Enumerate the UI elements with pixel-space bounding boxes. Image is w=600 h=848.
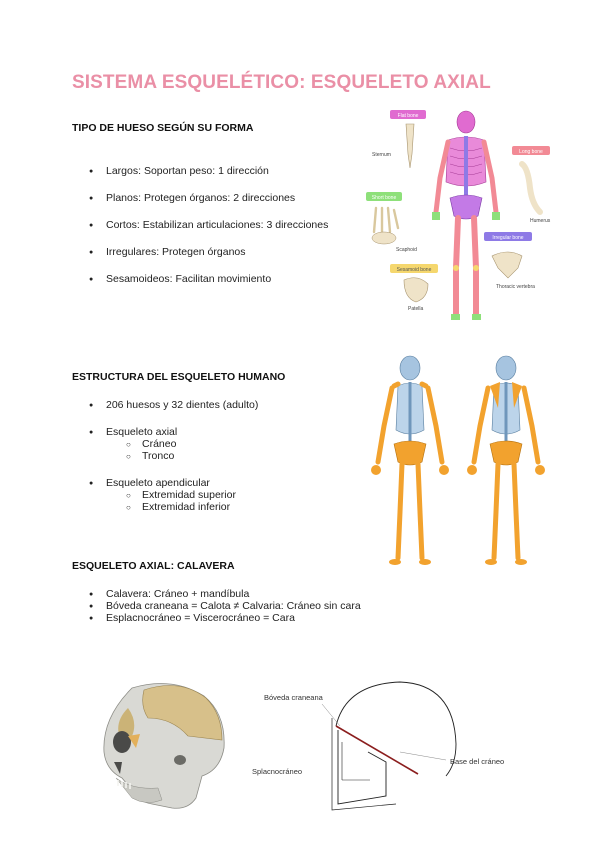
list-item: ● Sesamoideos: Facilitan movimiento bbox=[72, 273, 328, 285]
skull-list bbox=[72, 588, 361, 624]
list-item: ● Bóveda craneana = Calota ≠ Calvaria: Cráneo sin cara bbox=[72, 600, 361, 612]
base-label: Base del cráneo bbox=[450, 757, 505, 766]
bone-types-list bbox=[72, 165, 328, 285]
list-item bbox=[72, 426, 258, 462]
scaphoid-label: Scaphoid bbox=[396, 247, 417, 253]
list-item: ● Cortos: Estabilizan articulaciones: 3 direcciones bbox=[72, 219, 328, 231]
list-item: ● Calavera: Cráneo + mandíbula bbox=[72, 588, 361, 600]
sublist-item: ○ Cráneo bbox=[106, 438, 258, 450]
front-skeleton bbox=[371, 356, 449, 565]
appendicular-sublist bbox=[106, 489, 258, 513]
section-heading-bone-types: TIPO DE HUESO SEGÚN SU FORMA bbox=[72, 122, 254, 134]
sublist-item: ○ Extremidad superior bbox=[106, 489, 258, 501]
section-heading-skull: ESQUELETO AXIAL: CALAVERA bbox=[72, 560, 235, 572]
axial-appendicular-skeleton-figure bbox=[364, 352, 554, 570]
sternum-label: Sternum bbox=[372, 152, 391, 158]
bone-types-skeleton-figure bbox=[362, 108, 554, 330]
vertebra-label: Thoracic vertebra bbox=[496, 284, 535, 290]
skeleton-structure-list bbox=[72, 399, 258, 513]
back-skeleton bbox=[467, 356, 545, 565]
list-item-label: Esqueleto axial bbox=[106, 426, 178, 438]
sublist-item: ○ Extremidad inferior bbox=[106, 501, 258, 513]
splanchnocranium-label: Splacnocráneo bbox=[252, 767, 303, 776]
list-item bbox=[72, 477, 258, 513]
list-item: ● Esplacnocráneo = Viscerocráneo = Cara bbox=[72, 612, 361, 624]
flat-bone-label: Flat bone bbox=[397, 113, 419, 119]
humerus-label: Humerus bbox=[530, 218, 551, 224]
list-item-label: Esqueleto apendicular bbox=[106, 477, 210, 489]
list-item: ● 206 huesos y 32 dientes (adulto) bbox=[72, 399, 258, 411]
skull-illustration bbox=[92, 678, 232, 818]
skull-schematic-diagram bbox=[250, 676, 540, 826]
vault-label: Bóveda craneana bbox=[264, 693, 323, 702]
page-title: SISTEMA ESQUELÉTICO: ESQUELETO AXIAL bbox=[72, 72, 491, 93]
patella-label: Patella bbox=[408, 306, 424, 312]
short-bone-label: Short bone bbox=[371, 195, 397, 201]
irregular-bone-label: Irregular bone bbox=[492, 235, 524, 241]
sublist-item: ○ Tronco bbox=[106, 450, 258, 462]
sesamoid-bone-label: Sesamoid bone bbox=[396, 267, 432, 273]
list-item: ● Planos: Protegen órganos: 2 direcciones bbox=[72, 192, 328, 204]
axial-sublist bbox=[106, 438, 258, 462]
base-line bbox=[336, 726, 418, 774]
list-item: ● Largos: Soportan peso: 1 dirección bbox=[72, 165, 328, 177]
section-heading-skeleton-structure: ESTRUCTURA DEL ESQUELETO HUMANO bbox=[72, 371, 286, 383]
list-item: ● Irregulares: Protegen órganos bbox=[72, 246, 328, 258]
long-bone-label: Long bone bbox=[519, 149, 543, 155]
